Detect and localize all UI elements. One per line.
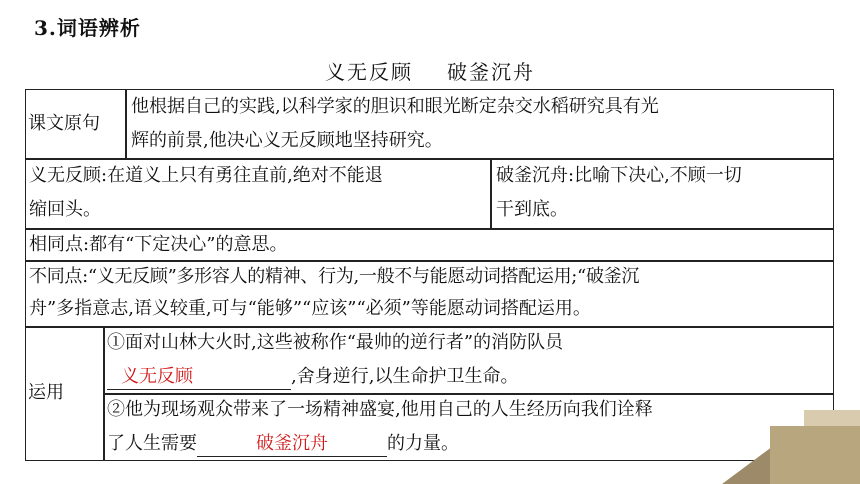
origin-label: 课文原句 <box>28 113 100 134</box>
definition-2-line-2: 干到底。 <box>496 199 568 220</box>
origin-line-2: 辉的前景,他决心义无反顾地坚持研究。 <box>131 130 443 151</box>
definition-1-line-1: 义无反顾:在道义上只有勇往直前,绝对不能退 <box>29 165 383 186</box>
corner-decoration-mid <box>770 426 860 484</box>
subtitle-left: 义无反顾 <box>325 60 413 84</box>
difference-line-1: 不同点:“义无反顾”多形容人的精神、行为,一般不与能愿动词搭配运用;“破釜沉 <box>29 266 640 287</box>
question-1-blank <box>107 365 291 390</box>
subtitle-right: 破釜沉舟 <box>447 60 535 84</box>
question-2-suffix: 的力量。 <box>387 433 459 454</box>
question-1-line-2 <box>107 360 518 394</box>
question-1-answer: 义无反顾 <box>121 366 193 387</box>
question-2-answer: 破釜沉舟 <box>256 433 328 454</box>
difference-line-2: 舟”多指意志,语义较重,可与“能够”“应该”“必须”等能愿动词搭配运用。 <box>29 298 591 319</box>
question-2-prefix: 了人生需要 <box>107 433 197 454</box>
question-1-rest: ,舍身逆行,以生命护卫生命。 <box>291 366 519 387</box>
section-title: 3.词语辨析 <box>34 16 141 40</box>
definition-2-line-1: 破釜沉舟:比喻下决心,不顾一切 <box>496 165 742 186</box>
origin-line-1: 他根据自己的实践,以科学家的胆识和眼光断定杂交水稻研究具有光 <box>131 96 659 117</box>
usage-label: 运用 <box>28 382 64 403</box>
question-1-line-1: ①面对山林大火时,这些被称作“最帅的逆行者”的消防队员 <box>107 332 564 353</box>
page-subtitle <box>0 56 860 85</box>
question-2-blank <box>197 432 387 457</box>
question-2-line-2 <box>107 427 459 461</box>
similarity-text: 相同点:都有“下定决心”的意思。 <box>29 234 288 255</box>
definition-1-line-2: 缩回头。 <box>29 199 101 220</box>
corner-decoration-light <box>804 410 860 426</box>
question-2-line-1: ②他为现场观众带来了一场精神盛宴,他用自己的人生经历向我们诠释 <box>107 399 653 420</box>
